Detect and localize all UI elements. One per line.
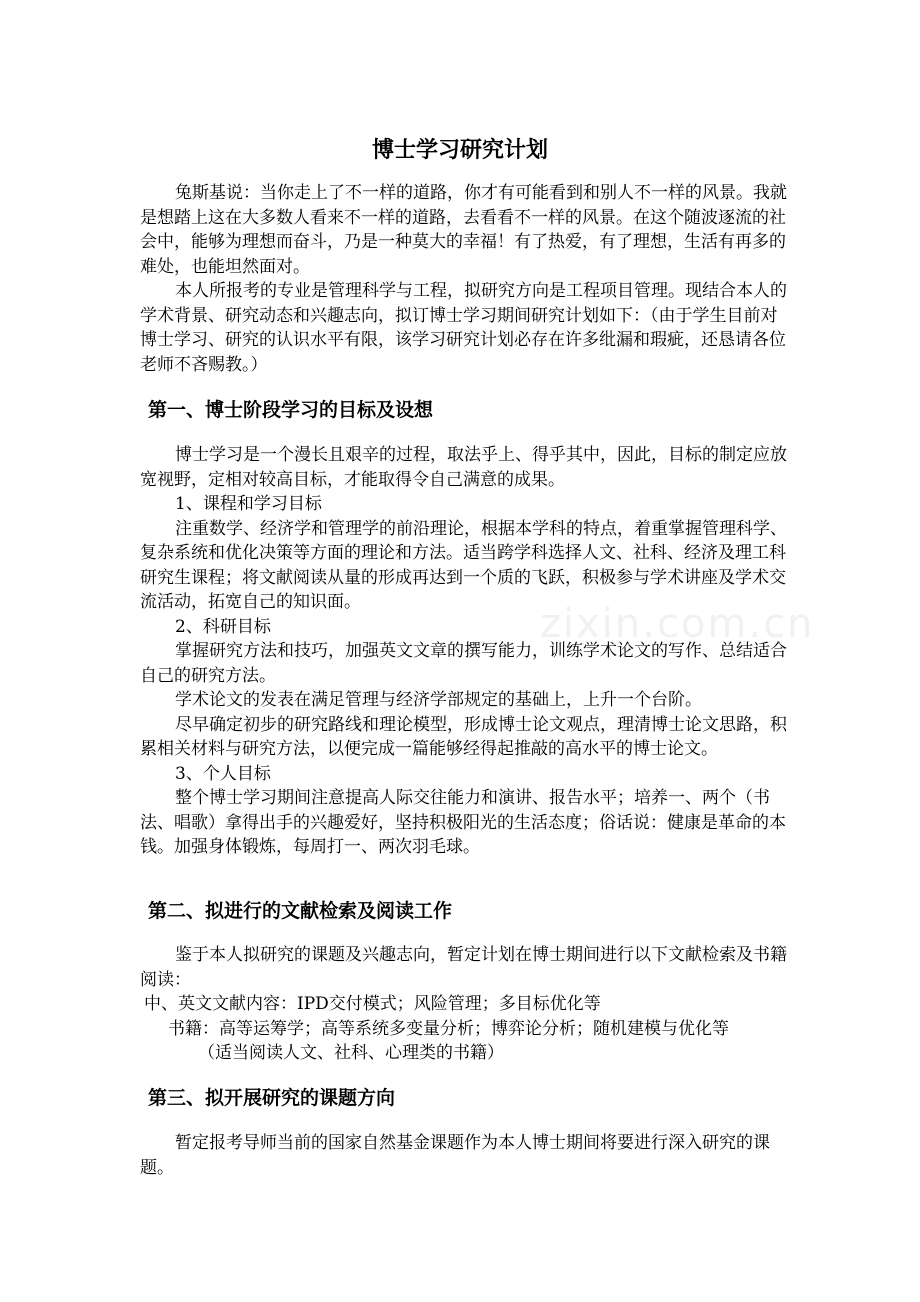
section-1-subheading-2: 2、科研目标: [175, 616, 271, 637]
books-line: 书籍：高等运筹学；高等系统多变量分析；博弈论分析；随机建模与优化等: [168, 1018, 729, 1039]
section-2-heading: 第二、拟进行的文献检索及阅读工作: [148, 900, 453, 922]
document-title: 博士学习研究计划: [371, 138, 548, 163]
intro-paragraph-2: 本人所报考的专业是管理科学与工程，拟研究方向是工程项目管理。现结合本人的学术背景、研究动态和兴趣志向，拟订博士学习期间研究计划如下：（由于学生目前对博士学习、研究的认识水平有限，该学习研究计划必存在许多纰漏和瑕疵，还恳请各位老师不吝赐教。）: [140, 281, 787, 375]
section-3-paragraph: 暂定报考导师当前的国家自然基金课题作为本人博士期间将要进行深入研究的课题。: [140, 1133, 770, 1178]
section-1-paragraph: 尽早确定初步的研究路线和理论模型，形成博士论文观点，理清博士论文思路，积累相关材料与研究方法，以便完成一篇能够经得起推敲的高水平的博士论文。: [140, 714, 787, 759]
section-1-paragraph: 博士学习是一个漫长且艰辛的过程，取法乎上、得乎其中，因此，目标的制定应放宽视野，定相对较高目标，才能取得令自己满意的成果。: [140, 445, 787, 490]
books-note-line: （适当阅读人文、社科、心理类的书籍）: [198, 1043, 504, 1063]
section-1-subheading-1: 1、课程和学习目标: [175, 494, 322, 514]
section-1-paragraph: 注重数学、经济学和管理学的前沿理论，根据本学科的特点，着重掌握管理科学、复杂系统和优化决策等方面的理论和方法。适当跨学科选择人文、社科、经济及理工科研究生课程；将文献阅读从量的形成再达到一个质的飞跃，积极参与学术讲座及学术交流活动，拓宽自己的知识面。: [140, 518, 787, 612]
section-1-heading: 第一、博士阶段学习的目标及设想: [148, 399, 434, 421]
section-3-heading: 第三、拟开展研究的课题方向: [148, 1087, 396, 1109]
section-2-body: [140, 943, 788, 1066]
section-3-body: [140, 1131, 788, 1180]
section-1-body: [140, 443, 788, 860]
section-1-paragraph: 整个博士学习期间注意提高人际交往能力和演讲、报告水平；培养一、两个（书法、唱歌）拿得出手的兴趣爱好，坚持积极阳光的生活态度；俗话说：健康是革命的本钱。加强身体锻炼，每周打一、两次羽毛球。: [140, 788, 786, 857]
section-2-paragraph: 鉴于本人拟研究的课题及兴趣志向，暂定计划在博士期间进行以下文献检索及书籍阅读：: [140, 945, 787, 990]
watermark: zixin.com.cn: [540, 601, 815, 647]
literature-content-line: 中、英文文献内容：IPD交付模式；风险管理；多目标优化等: [144, 994, 601, 1014]
intro-section: [140, 181, 788, 377]
intro-paragraph-1: 兔斯基说：当你走上了不一样的道路，你才有可能看到和别人不一样的风景。我就是想踏上这在大多数人看来不一样的道路，去看看不一样的风景。在这个随波逐流的社会中，能够为理想而奋斗，乃是一种莫大的幸福！有了热爱，有了理想，生活有再多的难处，也能坦然面对。: [140, 183, 787, 277]
section-1-paragraph: 掌握研究方法和技巧，加强英文文章的撰写能力，训练学术论文的写作、总结适合自己的研究方法。: [140, 641, 787, 686]
section-1-paragraph: 学术论文的发表在满足管理与经济学部规定的基础上，上升一个台阶。: [175, 690, 702, 710]
section-1-subheading-3: 3、个人目标: [175, 763, 271, 784]
